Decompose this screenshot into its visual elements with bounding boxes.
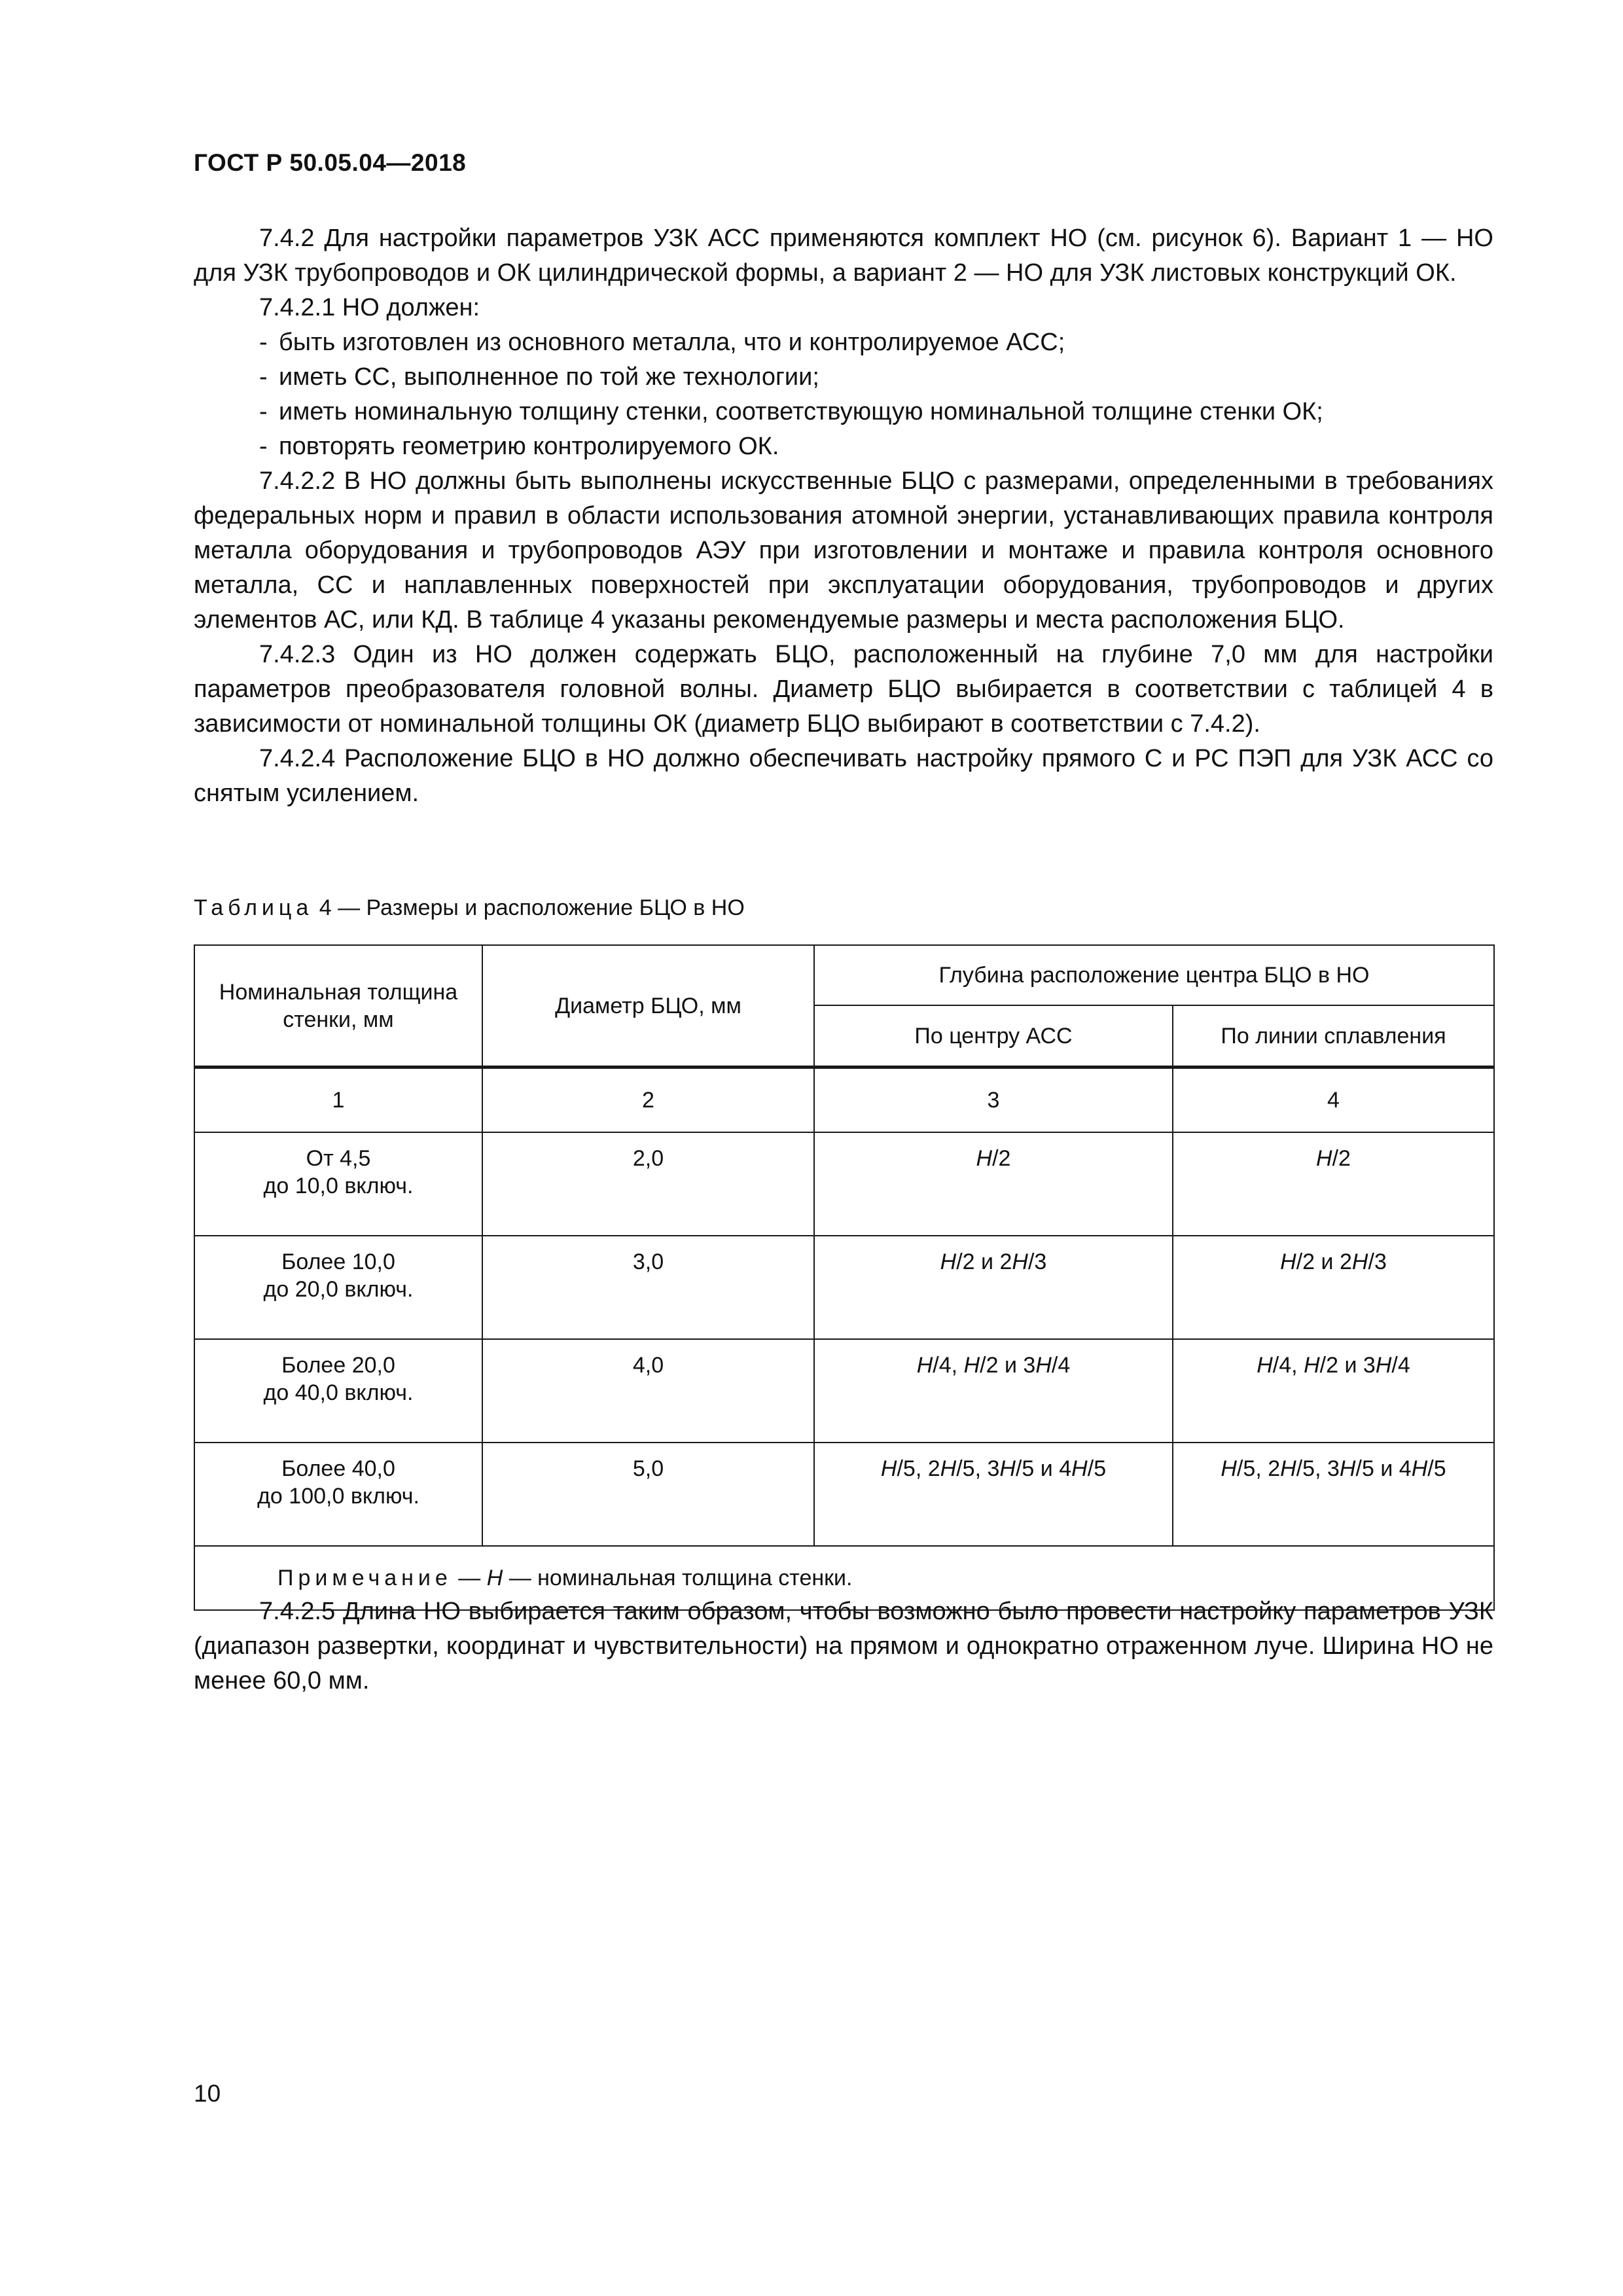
table-caption-text: 4 — Размеры и расположение БЦО в НО	[313, 895, 745, 920]
header-fusion-line: По линии сплавления	[1173, 1005, 1494, 1067]
variable-h: H	[1221, 1456, 1237, 1481]
variable-h: H	[1411, 1456, 1428, 1481]
list-item-text: быть изготовлен из основного металла, что и контролируемое АСС;	[279, 329, 1065, 356]
thickness-from: Более 20,0	[281, 1353, 395, 1378]
cell-depth-fusion: H/5, 2H/5, 3H/5 и 4H/5	[1173, 1443, 1494, 1546]
cell-thickness	[194, 1132, 482, 1236]
cell-depth-center: H/4, H/2 и 3H/4	[814, 1339, 1173, 1443]
variable-h: H	[963, 1353, 980, 1378]
variable-h: H	[1375, 1353, 1392, 1378]
variable-h: H	[1035, 1353, 1052, 1378]
column-number: 4	[1173, 1067, 1494, 1133]
variable-h: H	[999, 1456, 1016, 1481]
variable-h: H	[880, 1456, 897, 1481]
list-item-text: повторять геометрию контролируемого ОК.	[279, 433, 779, 460]
dimensions-table	[194, 944, 1495, 1611]
table-row	[194, 1236, 1494, 1339]
cell-depth-center: H/5, 2H/5, 3H/5 и 4H/5	[814, 1443, 1173, 1546]
header-nominal-thickness: Номинальная толщина стенки, мм	[194, 945, 482, 1067]
table-caption	[194, 895, 745, 921]
header-depth-group: Глубина расположение центра БЦО в НО	[814, 945, 1494, 1005]
thickness-to: до 100,0 включ.	[257, 1484, 419, 1509]
thickness-to: до 40,0 включ.	[263, 1380, 414, 1405]
variable-h: H	[1071, 1456, 1088, 1481]
paragraph-7-4-2-2: 7.4.2.2 В НО должны быть выполнены искусственные БЦО с размерами, определенными в требованиях федеральных норм и правил в области использования атомной энергии, устанавливающих правила контроля металла оборудования и трубопроводов АЭУ при изготовлении и монтаже и правила контроля основного металла, СС и наплавленных поверхностей при эксплуатации оборудования, трубопроводов и других элементов АС, или КД. В таблице 4 указаны рекомендуемые размеры и места расположения БЦО.	[194, 467, 1493, 634]
cell-depth-fusion: H/2	[1173, 1132, 1494, 1236]
dash-marker: -	[259, 329, 268, 356]
cell-thickness	[194, 1236, 482, 1339]
cell-thickness	[194, 1339, 482, 1443]
table-caption-label: Таблица	[194, 895, 313, 920]
cell-diameter: 4,0	[482, 1339, 814, 1443]
table-row	[194, 1443, 1494, 1546]
variable-h: H	[940, 1249, 957, 1274]
column-number: 2	[482, 1067, 814, 1133]
note-label: Примечание	[277, 1566, 452, 1590]
cell-thickness	[194, 1443, 482, 1546]
thickness-to: до 10,0 включ.	[263, 1174, 414, 1198]
cell-diameter: 3,0	[482, 1236, 814, 1339]
cell-depth-fusion: H/2 и 2H/3	[1173, 1236, 1494, 1339]
variable-h: H	[940, 1456, 957, 1481]
thickness-from: От 4,5	[306, 1146, 371, 1171]
note-dash: —	[452, 1566, 487, 1590]
column-number: 3	[814, 1067, 1173, 1133]
variable-h: H	[1351, 1249, 1368, 1274]
document-code-header: ГОСТ Р 50.05.04—2018	[194, 149, 467, 176]
cell-depth-center: H/2 и 2H/3	[814, 1236, 1173, 1339]
text-block-top	[194, 221, 1493, 811]
list-item-text: иметь номинальную толщину стенки, соответствующую номинальной толщине стенки ОК;	[279, 398, 1323, 425]
thickness-from: Более 40,0	[281, 1456, 395, 1481]
variable-h: H	[1257, 1353, 1273, 1378]
variable-h: H	[1316, 1146, 1332, 1171]
table-row	[194, 1339, 1494, 1443]
cell-depth-fusion: H/4, H/2 и 3H/4	[1173, 1339, 1494, 1443]
variable-h: H	[1280, 1456, 1296, 1481]
thickness-from: Более 10,0	[281, 1249, 395, 1274]
variable-h: H	[976, 1146, 993, 1171]
paragraph-7-4-2-4: 7.4.2.4 Расположение БЦО в НО должно обеспечивать настройку прямого С и РС ПЭП для УЗК АСС со снятым усилением.	[194, 745, 1493, 807]
table-row	[194, 1132, 1494, 1236]
note-symbol: H	[486, 1566, 503, 1590]
text-block-bottom	[194, 1594, 1493, 1698]
variable-h: H	[1012, 1249, 1028, 1274]
list-item	[194, 360, 1493, 395]
paragraph-7-4-2-3: 7.4.2.3 Один из НО должен содержать БЦО, расположенный на глубине 7,0 мм для настройки параметров преобразователя головной волны. Диаметр БЦО выбирается в соответствии с таблицей 4 в зависимости от номинальной толщины ОК (диаметр БЦО выбирают в соответствии с 7.4.2).	[194, 641, 1493, 738]
note-text: — номинальная толщина стенки.	[503, 1566, 853, 1590]
dash-marker: -	[259, 398, 268, 425]
list-item-text: иметь СС, выполненное по той же технологии;	[279, 363, 819, 391]
list-item	[194, 395, 1493, 429]
variable-h: H	[916, 1353, 933, 1378]
cell-depth-center: H/2	[814, 1132, 1173, 1236]
header-center: По центру АСС	[814, 1005, 1173, 1067]
list-item	[194, 429, 1493, 464]
list-item	[194, 325, 1493, 360]
cell-diameter: 2,0	[482, 1132, 814, 1236]
variable-h: H	[1304, 1353, 1320, 1378]
variable-h: H	[1339, 1456, 1356, 1481]
paragraph-7-4-2-5: 7.4.2.5 Длина НО выбирается таким образом, чтобы возможно было провести настройку параметров УЗК (диапазон развертки, координат и чувствительности) на прямом и однократно отраженном луче. Ширина НО не менее 60,0 мм.	[194, 1598, 1493, 1695]
column-number: 1	[194, 1067, 482, 1133]
cell-diameter: 5,0	[482, 1443, 814, 1546]
page-number: 10	[194, 2080, 221, 2107]
paragraph-7-4-2-1: 7.4.2.1 НО должен:	[259, 294, 480, 321]
thickness-to: до 20,0 включ.	[263, 1277, 414, 1302]
header-diameter: Диаметр БЦО, мм	[482, 945, 814, 1067]
dash-marker: -	[259, 433, 268, 460]
paragraph-7-4-2: 7.4.2 Для настройки параметров УЗК АСС применяются комплект НО (см. рисунок 6). Вариант 1 — НО для УЗК трубопроводов и ОК цилиндрической формы, а вариант 2 — НО для УЗК листовых конструкций ОК.	[194, 224, 1493, 287]
dash-marker: -	[259, 363, 268, 391]
variable-h: H	[1280, 1249, 1296, 1274]
